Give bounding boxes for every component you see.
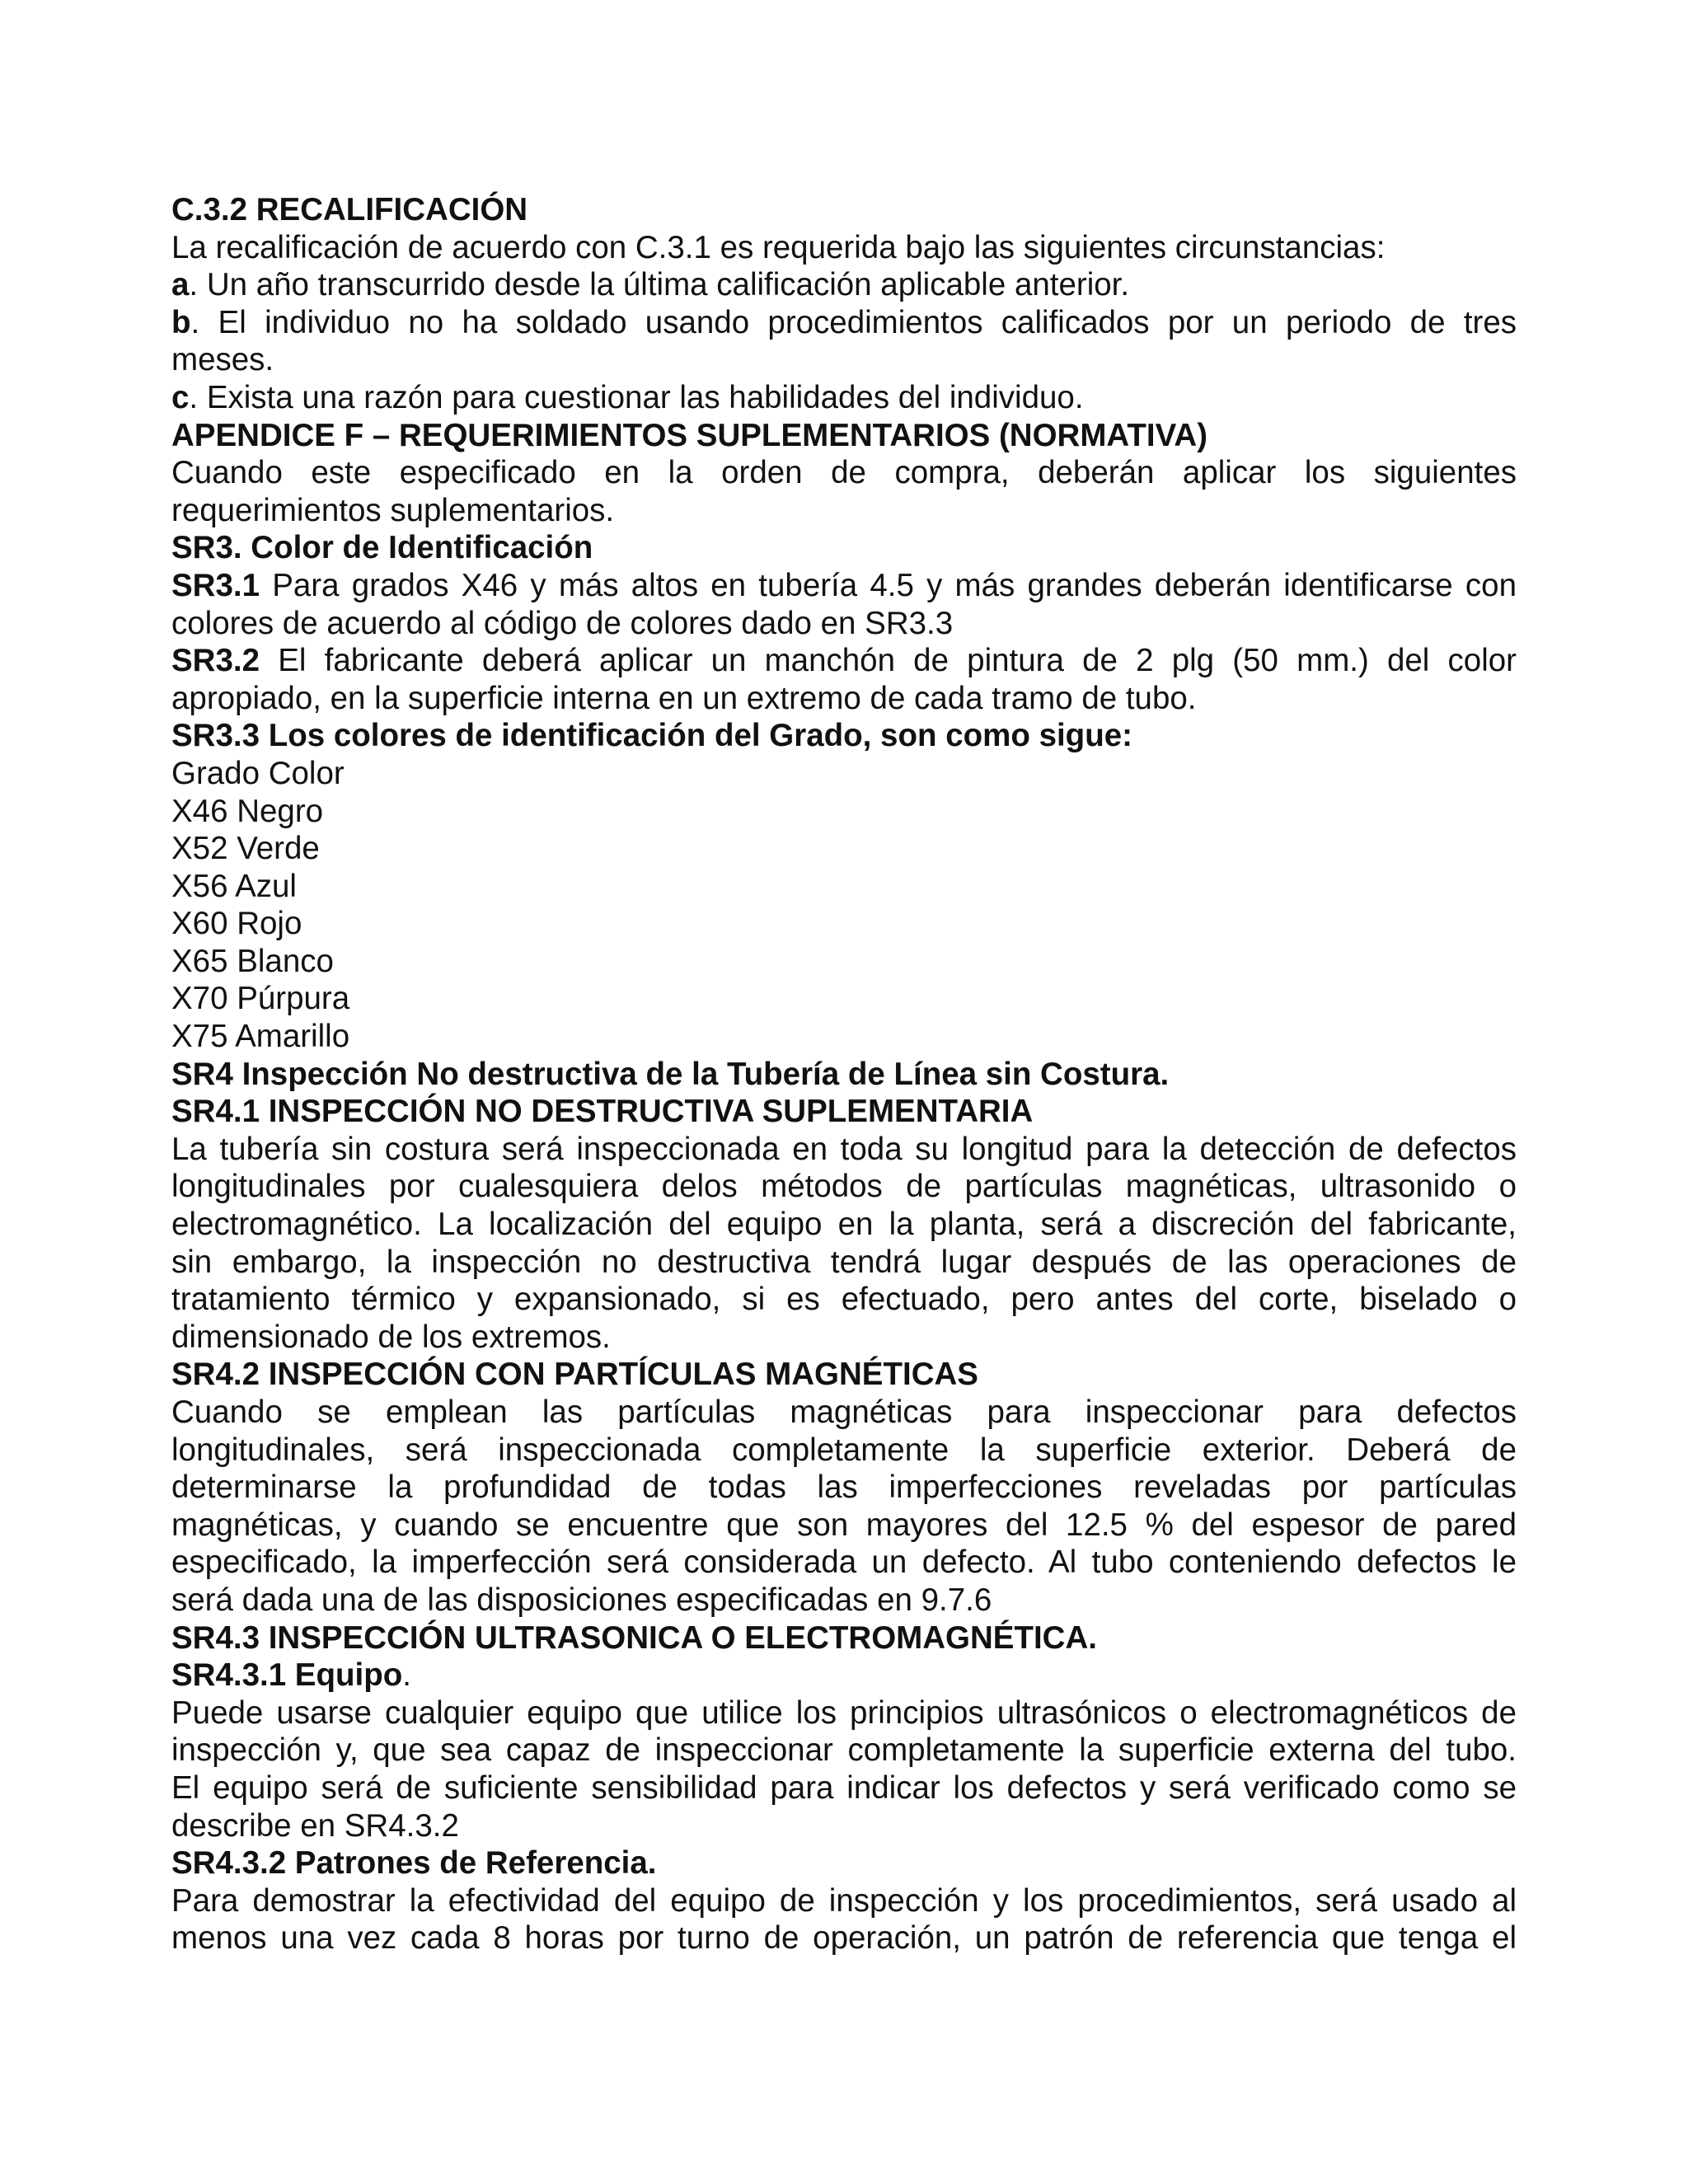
paragraph-line: describe en SR4.3.2: [171, 1807, 459, 1844]
list-item-b: [171, 304, 1517, 342]
paragraph-line: magnéticas, y cuando se encuentre que son mayores del 12.5 % del espesor de pared: [171, 1507, 1517, 1543]
paragraph-line: La tubería sin costura será inspeccionada en toda su longitud para la detección de defectos: [171, 1131, 1517, 1167]
paragraph-line: La recalificación de acuerdo con C.3.1 es requerida bajo las siguientes circunstancias:: [171, 229, 1386, 265]
paragraph-sr32: [171, 642, 1517, 680]
list-text: . El individuo no ha soldado usando procedimientos calificados por un periodo de tres: [190, 304, 1517, 340]
paragraph-line: El equipo será de suficiente sensibilidad para indicar los defectos y será verificado como se: [171, 1769, 1517, 1806]
section-heading-sr43: SR4.3 INSPECCIÓN ULTRASONICA O ELECTROMAGNÉTICA.: [171, 1619, 1097, 1656]
paragraph-line: Para demostrar la efectividad del equipo de inspección y los procedimientos, será usado al: [171, 1882, 1517, 1919]
grade-row: X52 Verde: [171, 831, 320, 867]
clause-period: .: [402, 1657, 411, 1694]
section-heading-c32: C.3.2 RECALIFICACIÓN: [171, 192, 528, 227]
clause-text: Para grados X46 y más altos en tubería 4.5 y más grandes deberán identificarse con: [260, 567, 1517, 603]
section-heading-sr42: SR4.2 INSPECCIÓN CON PARTÍCULAS MAGNÉTICAS: [171, 1357, 978, 1393]
section-heading-sr41: SR4.1 INSPECCIÓN NO DESTRUCTIVA SUPLEMENTARIA: [171, 1094, 1034, 1130]
clause-text: El fabricante deberá aplicar un manchón de pintura de 2 plg (50 mm.) del color: [260, 643, 1517, 679]
grade-row: X65 Blanco: [171, 943, 334, 979]
paragraph-line: inspección y, que sea capaz de inspeccionar completamente la superficie externa del tubo.: [171, 1732, 1517, 1769]
clause-label: SR4.3.1 Equipo: [171, 1657, 403, 1694]
list-item-a: [171, 266, 1517, 304]
clause-label: SR3.2: [171, 643, 260, 679]
paragraph-line: sin embargo, la inspección no destructiva tendrá lugar después de las operaciones de: [171, 1244, 1517, 1280]
grade-row: X56 Azul: [171, 868, 297, 904]
paragraph-line: requerimientos suplementarios.: [171, 492, 615, 528]
document-page: [171, 191, 1517, 1957]
paragraph-line: longitudinales, será inspeccionada completamente la superficie exterior. Deberá de: [171, 1432, 1517, 1468]
grade-row: X75 Amarillo: [171, 1019, 350, 1055]
grade-table-header: Grado Color: [171, 755, 345, 791]
section-heading-sr431: [171, 1657, 1517, 1694]
paragraph-line: meses.: [171, 342, 274, 378]
clause-label: SR3.1: [171, 567, 260, 603]
paragraph-line: apropiado, en la superficie interna en un extremo de cada tramo de tubo.: [171, 680, 1197, 716]
list-item-c: [171, 379, 1517, 417]
paragraph-line: Cuando se emplean las partículas magnéticas para inspeccionar para defectos: [171, 1394, 1517, 1430]
list-label: a: [171, 267, 190, 303]
paragraph-line: tratamiento térmico y expansionado, si es efectuado, pero antes del corte, biselado o: [171, 1282, 1517, 1318]
grade-row: X70 Púrpura: [171, 981, 350, 1017]
section-heading-sr33: SR3.3 Los colores de identificación del Grado, son como sigue:: [171, 718, 1132, 754]
grade-row: X46 Negro: [171, 793, 324, 829]
paragraph-line: determinarse la profundidad de todas las imperfecciones reveladas por partículas: [171, 1469, 1517, 1506]
list-label: b: [171, 304, 191, 340]
section-heading-sr4: SR4 Inspección No destructiva de la Tubería de Línea sin Costura.: [171, 1056, 1170, 1092]
section-heading-sr432: SR4.3.2 Patrones de Referencia.: [171, 1845, 657, 1882]
paragraph-line: electromagnético. La localización del equipo en la planta, será a discreción del fabricante,: [171, 1207, 1517, 1243]
list-text: . Exista una razón para cuestionar las habilidades del individuo.: [189, 379, 1084, 415]
paragraph-line: menos una vez cada 8 horas por turno de operación, un patrón de referencia que tenga el: [171, 1920, 1517, 1957]
section-heading-sr3: SR3. Color de Identificación: [171, 530, 593, 566]
list-text: . Un año transcurrido desde la última calificación aplicable anterior.: [189, 267, 1130, 303]
paragraph-line: Puede usarse cualquier equipo que utilice los principios ultrasónicos o electromagnéticos de: [171, 1694, 1517, 1731]
paragraph-line: longitudinales por cualesquiera delos métodos de partículas magnéticas, ultrasonido o: [171, 1169, 1517, 1205]
list-label: c: [171, 379, 190, 415]
paragraph-line: especificado, la imperfección será considerada un defecto. Al tubo conteniendo defectos le: [171, 1544, 1517, 1581]
paragraph-line: Cuando este especificado en la orden de compra, deberán aplicar los siguientes: [171, 455, 1517, 491]
paragraph-line: será dada una de las disposiciones especificadas en 9.7.6: [171, 1582, 992, 1618]
section-heading-appendix-f: APENDICE F – REQUERIMIENTOS SUPLEMENTARIOS (NORMATIVA): [171, 417, 1208, 453]
paragraph-line: dimensionado de los extremos.: [171, 1319, 611, 1355]
grade-row: X60 Rojo: [171, 906, 302, 942]
paragraph-line: colores de acuerdo al código de colores dado en SR3.3: [171, 605, 954, 641]
paragraph-sr31: [171, 567, 1517, 605]
